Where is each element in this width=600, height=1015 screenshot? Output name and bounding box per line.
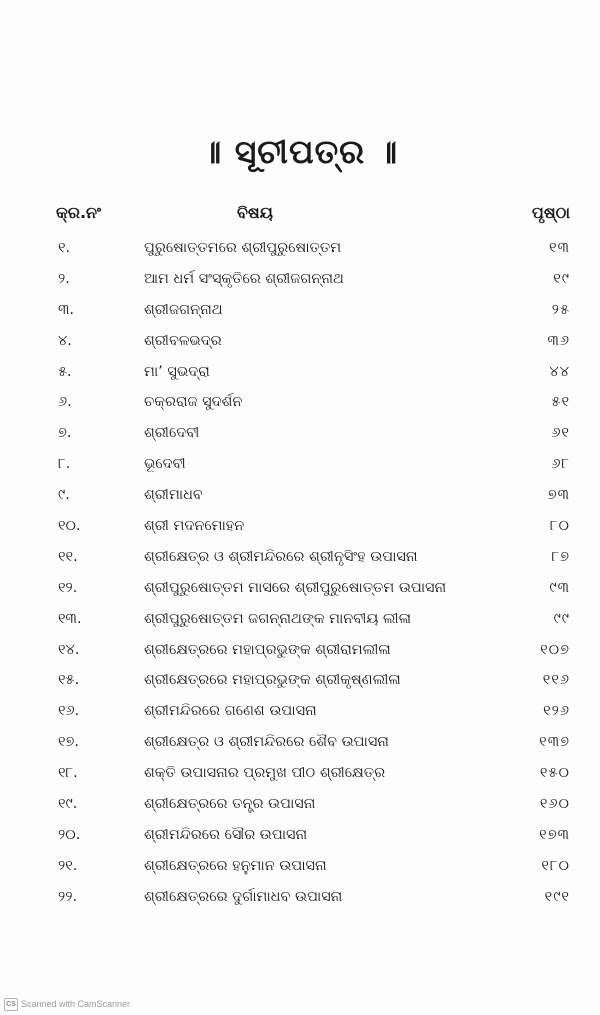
table-row [0, 298, 600, 329]
table-row [0, 638, 600, 669]
row-subject: ଭୂଦେବୀ [144, 456, 186, 473]
header-number: କ୍ର.ନଂ [56, 203, 102, 222]
row-number: ୧୯. [58, 796, 78, 813]
row-number: ୧୪. [58, 641, 80, 658]
row-page: ୧୬୦ [539, 796, 570, 813]
row-subject: ଶ୍ରୀକ୍ଷେତ୍ରରେ ତନ୍ତ୍ର ଉପାସନା [144, 796, 316, 813]
row-subject: ଆମ ଧର୍ମ ସଂସ୍କୃତିରେ ଶ୍ରୀଜଗନ୍ନାଥ [144, 270, 344, 287]
table-row [0, 236, 600, 267]
row-subject: ଶ୍ରୀଜଗନ୍ନାଥ [144, 301, 223, 318]
row-number: ୧୬. [58, 703, 80, 720]
row-number: ୨୨. [58, 888, 78, 905]
row-page: ୧୩୭ [539, 734, 570, 751]
row-subject: ଶ୍ରୀକ୍ଷେତ୍ରରେ ଦୁର୍ଗାମାଧବ ଉପାସନା [144, 888, 343, 905]
table-header [0, 203, 600, 227]
row-page: ୭୩ [547, 487, 570, 504]
row-page: ୯୩ [549, 579, 570, 596]
table-row [0, 607, 600, 638]
row-number: ୧୧. [58, 548, 78, 565]
row-subject: ଶ୍ରୀମନ୍ଦିରରେ ସୌର ଉପାସନା [144, 826, 308, 843]
table-row [0, 699, 600, 730]
row-number: ୩. [58, 301, 75, 318]
row-page: ୨୫ [551, 301, 570, 318]
row-number: ୨. [58, 270, 70, 287]
row-page: ୬୧ [551, 425, 570, 442]
row-number: ୧. [58, 240, 71, 256]
row-subject: ଶ୍ରୀମାଧବ [144, 487, 203, 504]
row-number: ୨୧. [58, 857, 78, 874]
row-subject: ଚକ୍ରରାଜ ସୁଦର୍ଶନ [144, 394, 243, 411]
page-title: ॥ ସୂଚୀପତ୍ର ॥ [201, 132, 399, 171]
row-subject: ଶକ୍ତି ଉପାସନାର ପ୍ରମୁଖ ପୀଠ ଶ୍ରୀକ୍ଷେତ୍ର [144, 765, 386, 782]
table-row [0, 730, 600, 761]
table-row [0, 792, 600, 823]
table-row [0, 823, 600, 854]
row-page: ୧୦୭ [540, 641, 570, 658]
row-subject: ଶ୍ରୀପୁରୁଷୋତ୍ତମ ମାସରେ ଶ୍ରୀପୁରୁଷୋତ୍ତମ ଉପାସନା [144, 579, 447, 596]
table-row [0, 761, 600, 792]
row-number: ୭. [58, 425, 72, 442]
table-row [0, 390, 600, 421]
row-subject: ଶ୍ରୀକ୍ଷେତ୍ରରେ ମହାପ୍ରଭୁଙ୍କ ଶ୍ରୀରାମଲୀଳା [144, 641, 391, 658]
row-number: ୪. [58, 332, 72, 349]
table-row [0, 267, 600, 298]
row-page: ୯୯ [553, 610, 570, 627]
row-page: ୧୧୬ [542, 672, 570, 689]
row-number: ୧୭. [58, 734, 80, 751]
row-number: ୧୮. [58, 765, 78, 782]
watermark-text: Scanned with CamScanner [21, 999, 131, 1009]
row-page: ୬୮ [551, 456, 570, 473]
contents-list [0, 236, 600, 916]
row-subject: ଶ୍ରୀପୁରୁଷୋତ୍ତମ ଜଗନ୍ନାଥଙ୍କ ମାନବୀୟ ଲୀଳା [144, 610, 412, 627]
table-row [0, 576, 600, 607]
row-page: ୮୭ [551, 548, 570, 565]
row-page: ୧୭୩ [539, 826, 570, 843]
row-subject: ଶ୍ରୀ ମଦନମୋହନ [144, 518, 245, 535]
row-page: ୧୯ [553, 270, 570, 287]
table-row [0, 360, 600, 391]
table-row [0, 854, 600, 885]
row-page: ୫୧ [551, 394, 570, 411]
header-page: ପୃଷ୍ଠା [531, 203, 570, 222]
row-page: ୮୦ [549, 518, 570, 535]
row-page: ୧୨୬ [543, 703, 570, 720]
row-subject: ମା’ ସୁଭଦ୍ରା [144, 363, 210, 380]
row-number: ୨୦. [58, 826, 81, 843]
table-row [0, 514, 600, 545]
row-subject: ଶ୍ରୀଦେବୀ [144, 425, 200, 442]
row-subject: ଶ୍ରୀକ୍ଷେତ୍ର ଓ ଶ୍ରୀମନ୍ଦିରରେ ଶ୍ରୀନୃସିଂହ ଉପାସନା [144, 548, 418, 565]
row-number: ୮. [58, 456, 71, 473]
row-subject: ପୁରୁଷୋତ୍ତମରେ ଶ୍ରୀପୁରୁଷୋତ୍ତମ [144, 240, 342, 256]
row-number: ୫. [58, 363, 72, 380]
row-page: ୩୬ [547, 332, 570, 349]
row-subject: ଶ୍ରୀକ୍ଷେତ୍ର ଓ ଶ୍ରୀମନ୍ଦିରରେ ଶୈବ ଉପାସନା [144, 734, 389, 751]
row-subject: ଶ୍ରୀବଳଭଦ୍ର [144, 332, 222, 349]
table-row [0, 483, 600, 514]
row-number: ୬. [58, 394, 72, 411]
row-subject: ଶ୍ରୀକ୍ଷେତ୍ରରେ ହନୁମାନ ଉପାସନା [144, 857, 327, 874]
header-subject: ବିଷୟ [237, 203, 273, 222]
row-number: ୧୨. [58, 579, 78, 596]
camscanner-logo-icon: CS [4, 998, 18, 1011]
scanner-watermark [4, 997, 130, 1011]
row-page: ୧୫୦ [539, 765, 570, 782]
row-number: ୯. [58, 487, 70, 504]
row-subject: ଶ୍ରୀମନ୍ଦିରରେ ଗଣେଶ ଉପାସନା [144, 703, 317, 720]
table-row [0, 329, 600, 360]
row-page: ୧୮୦ [541, 857, 570, 874]
table-row [0, 452, 600, 483]
row-number: ୧୫. [58, 672, 80, 689]
table-row [0, 545, 600, 576]
row-page: ୪୪ [549, 363, 570, 380]
row-page: ୧୩ [549, 240, 570, 256]
table-row [0, 421, 600, 452]
row-number: ୧୦. [58, 518, 81, 535]
row-page: ୧୯୧ [544, 888, 570, 905]
table-row [0, 668, 600, 699]
row-subject: ଶ୍ରୀକ୍ଷେତ୍ରରେ ମହାପ୍ରଭୁଙ୍କ ଶ୍ରୀକୃଷ୍ଣଲୀଳା [144, 672, 401, 689]
table-row [0, 885, 600, 916]
row-number: ୧୩. [58, 610, 82, 627]
